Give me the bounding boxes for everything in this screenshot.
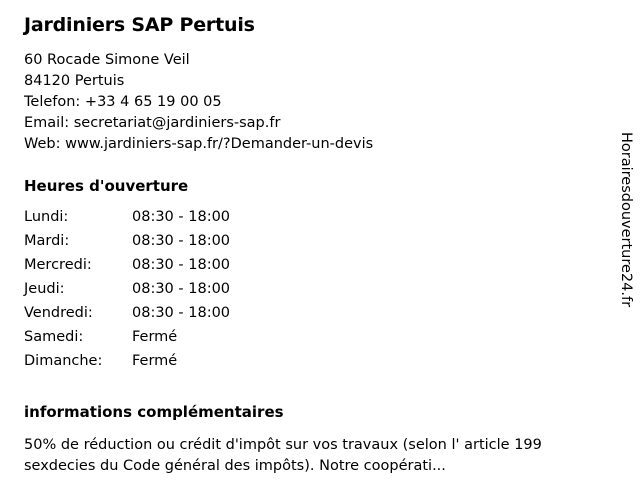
opening-hours-table bbox=[24, 209, 312, 377]
table-row bbox=[24, 353, 312, 377]
table-row bbox=[24, 329, 312, 353]
hours-time: 08:30 - 18:00 bbox=[132, 209, 231, 225]
hours-time: Fermé bbox=[132, 353, 178, 369]
additional-info-text: 50% de réduction ou crédit d'impôt sur vos travaux (selon l' article 199 sexdecies du Code général des impôts). Notre coopérati... bbox=[24, 437, 542, 474]
hours-day: Samedi: bbox=[24, 329, 84, 345]
hours-day: Lundi: bbox=[24, 209, 69, 225]
address-block bbox=[24, 50, 594, 155]
address-line: 84120 Pertuis bbox=[24, 73, 125, 89]
hours-day: Vendredi: bbox=[24, 305, 93, 321]
hours-time: 08:30 - 18:00 bbox=[132, 233, 231, 249]
hours-day: Mardi: bbox=[24, 233, 70, 249]
table-row bbox=[24, 209, 312, 233]
hours-time: 08:30 - 18:00 bbox=[132, 257, 231, 273]
page-title: Jardiniers SAP Pertuis bbox=[24, 14, 255, 36]
email-line: Email: secretariat@jardiniers-sap.fr bbox=[24, 115, 281, 131]
hours-time: 08:30 - 18:00 bbox=[132, 305, 231, 321]
table-row bbox=[24, 233, 312, 257]
opening-hours-heading: Heures d'ouverture bbox=[24, 177, 189, 195]
business-info-card bbox=[24, 14, 594, 477]
table-row bbox=[24, 257, 312, 281]
table-row bbox=[24, 305, 312, 329]
source-watermark: Horairesdouverture24.fr bbox=[618, 132, 634, 308]
website-line: Web: www.jardiniers-sap.fr/?Demander-un-devis bbox=[24, 136, 374, 152]
address-line: 60 Rocade Simone Veil bbox=[24, 52, 190, 68]
phone-line: Telefon: +33 4 65 19 00 05 bbox=[24, 94, 222, 110]
hours-time: 08:30 - 18:00 bbox=[132, 281, 231, 297]
hours-day: Mercredi: bbox=[24, 257, 92, 273]
additional-info-heading: informations complémentaires bbox=[24, 403, 284, 421]
hours-day: Jeudi: bbox=[24, 281, 65, 297]
hours-day: Dimanche: bbox=[24, 353, 103, 369]
table-row bbox=[24, 281, 312, 305]
hours-time: Fermé bbox=[132, 329, 178, 345]
